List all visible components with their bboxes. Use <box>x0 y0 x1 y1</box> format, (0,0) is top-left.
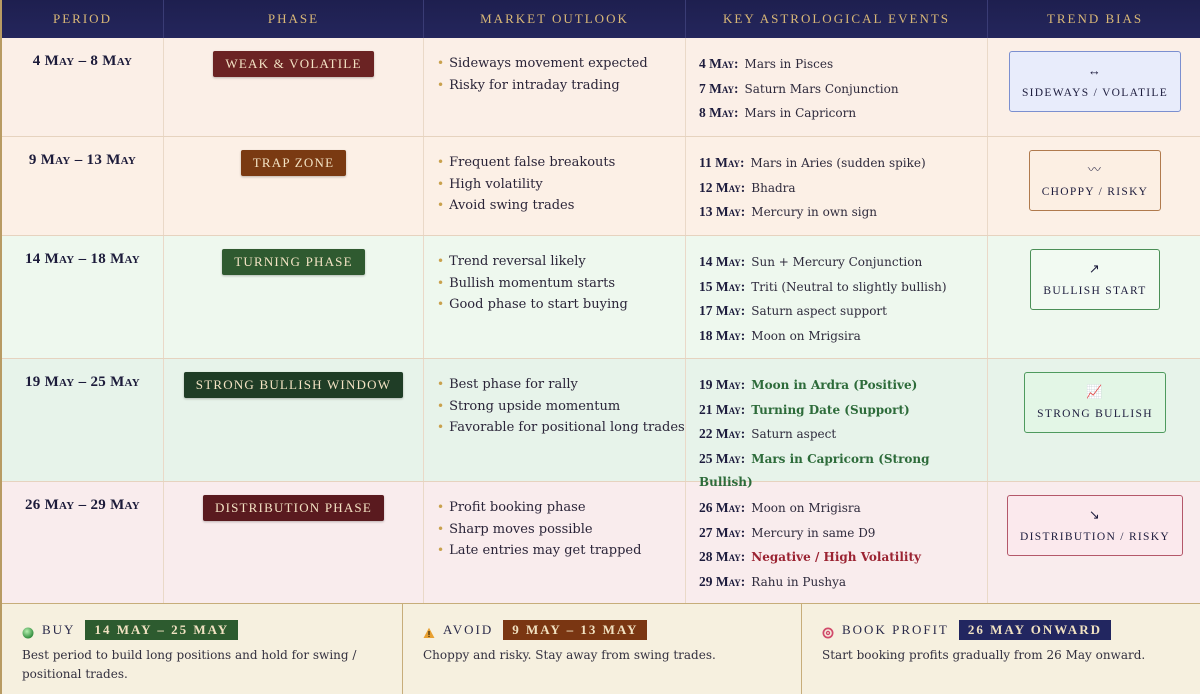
outlook-item: • Best phase for rally <box>437 374 685 396</box>
key-events-cell <box>686 137 988 235</box>
event-date: 4 May: <box>699 56 739 71</box>
summary-footer <box>2 603 1200 694</box>
header-trend-bias: TREND BIAS <box>1046 11 1144 26</box>
event-text: Mars in Pisces <box>744 57 834 71</box>
phase-badge: WEAK & VOLATILE <box>213 51 373 77</box>
trend-bias-badge <box>1024 372 1166 433</box>
event-text: Rahu in Pushya <box>751 574 847 589</box>
event-text: Turning Date (Support) <box>751 402 910 417</box>
period-cell: 26 May – 29 May <box>2 482 164 604</box>
outlook-item: • Sideways movement expected <box>437 53 685 75</box>
event-date: 18 May: <box>699 327 746 343</box>
event-text: Negative / High Volatility <box>751 550 921 565</box>
market-outlook-cell <box>424 359 686 481</box>
trend-bias-label: CHOPPY / RISKY <box>1041 186 1149 198</box>
event-date: 8 May: <box>699 105 739 121</box>
trend-bias-cell <box>988 236 1200 358</box>
warning-icon <box>423 624 435 636</box>
book-profit-description: Start booking profits gradually from 26 May onward. <box>822 648 1146 662</box>
event-date: 25 May: <box>699 450 746 466</box>
phase-cell <box>164 38 424 136</box>
table-row <box>2 359 1200 490</box>
event-date: 14 May: <box>699 254 746 269</box>
event-text: Saturn aspect <box>751 427 837 442</box>
event-item <box>699 200 987 225</box>
event-date: 22 May: <box>699 426 746 442</box>
phase-cell <box>164 359 424 481</box>
event-text: Sun + Mercury Conjunction <box>751 255 923 269</box>
trend-bias-cell <box>988 359 1200 481</box>
event-date: 29 May: <box>699 573 746 589</box>
outlook-item: • Strong upside momentum <box>437 396 685 418</box>
period-cell: 9 May – 13 May <box>2 137 164 235</box>
event-date: 13 May: <box>699 204 746 220</box>
event-item <box>699 151 987 176</box>
buy-label: BUY <box>42 622 76 637</box>
phase-badge: TURNING PHASE <box>222 249 365 275</box>
green-circle-icon <box>22 624 34 636</box>
event-text: Mars in Capricorn <box>744 106 857 121</box>
outlook-item: • Sharp moves possible <box>437 519 685 541</box>
trend-icon: 〰 <box>1087 162 1103 177</box>
outlook-item: • Bullish momentum starts <box>437 273 685 295</box>
avoid-date-tag: 9 MAY – 13 MAY <box>503 620 647 640</box>
table-header <box>2 0 1200 38</box>
trend-icon: ↘ <box>1088 507 1102 522</box>
event-text: Mars in Aries (sudden spike) <box>750 156 926 170</box>
event-date: 7 May: <box>699 80 739 96</box>
event-item <box>699 275 987 300</box>
outlook-item: • Good phase to start buying <box>437 294 685 316</box>
event-item <box>699 101 987 126</box>
event-item <box>699 545 987 570</box>
outlook-item: • High volatility <box>437 174 685 196</box>
trend-icon: ↗ <box>1088 261 1102 276</box>
event-item <box>699 398 987 423</box>
event-item <box>699 176 987 201</box>
buy-summary <box>2 604 403 694</box>
outlook-item: • Risky for intraday trading <box>437 75 685 97</box>
outlook-item: • Trend reversal likely <box>437 251 685 273</box>
trend-bias-label: DISTRIBUTION / RISKY <box>1020 531 1170 543</box>
event-date: 28 May: <box>699 549 746 565</box>
avoid-label: AVOID <box>443 622 494 637</box>
outlook-item: • Frequent false breakouts <box>437 152 685 174</box>
buy-description: Best period to build long positions and hold for swing / positional trades. <box>22 648 357 681</box>
event-date: 19 May: <box>699 377 746 392</box>
trend-bias-badge <box>1009 51 1181 112</box>
trend-icon: 📈 <box>1086 384 1104 399</box>
outlook-item: • Late entries may get trapped <box>437 540 685 562</box>
table-row <box>2 137 1200 236</box>
event-date: 15 May: <box>699 278 746 294</box>
table-row <box>2 236 1200 359</box>
table-row <box>2 482 1200 605</box>
event-text: Saturn Mars Conjunction <box>744 81 899 96</box>
trend-bias-cell <box>988 137 1200 235</box>
period-cell: 19 May – 25 May <box>2 359 164 481</box>
table-body <box>2 38 1200 605</box>
phase-cell <box>164 482 424 604</box>
event-item <box>699 570 987 595</box>
trend-bias-badge <box>1030 249 1159 310</box>
trend-bias-badge <box>1029 150 1162 211</box>
event-item <box>699 324 987 349</box>
period-cell: 4 May – 8 May <box>2 38 164 136</box>
trend-bias-label: BULLISH START <box>1043 285 1147 297</box>
key-events-cell <box>686 359 988 490</box>
event-item <box>699 52 987 77</box>
book-profit-label: BOOK PROFIT <box>842 622 949 637</box>
trend-bias-badge <box>1007 495 1183 556</box>
phase-badge: DISTRIBUTION PHASE <box>203 495 384 521</box>
event-date: 26 May: <box>699 500 746 515</box>
event-date: 17 May: <box>699 303 746 319</box>
market-outlook-cell <box>424 38 686 136</box>
event-date: 21 May: <box>699 401 746 417</box>
event-date: 11 May: <box>699 155 745 170</box>
phase-cell <box>164 236 424 358</box>
event-text: Mercury in own sign <box>751 205 878 220</box>
key-events-cell <box>686 236 988 358</box>
outlook-item: • Favorable for positional long trades <box>437 417 685 439</box>
table-row <box>2 38 1200 137</box>
trend-icon: ↔ <box>1087 63 1103 78</box>
event-item <box>699 373 987 398</box>
market-outlook-cell <box>424 137 686 235</box>
buy-date-tag: 14 MAY – 25 MAY <box>85 620 238 640</box>
outlook-item: • Profit booking phase <box>437 497 685 519</box>
phase-cell <box>164 137 424 235</box>
book-profit-summary <box>802 604 1200 694</box>
header-period: PERIOD <box>2 0 164 38</box>
event-item <box>699 299 987 324</box>
event-text: Bhadra <box>751 180 796 195</box>
avoid-summary <box>403 604 802 694</box>
market-outlook-cell <box>424 482 686 604</box>
event-item <box>699 250 987 275</box>
event-item <box>699 521 987 546</box>
phase-badge: STRONG BULLISH WINDOW <box>184 372 403 398</box>
header-market-outlook: MARKET OUTLOOK <box>424 0 686 38</box>
period-cell: 14 May – 18 May <box>2 236 164 358</box>
event-item <box>699 77 987 102</box>
event-text: Mercury in same D9 <box>751 525 876 540</box>
avoid-description: Choppy and risky. Stay away from swing trades. <box>423 648 716 662</box>
event-text: Triti (Neutral to slightly bullish) <box>751 279 947 294</box>
event-text: Moon in Ardra (Positive) <box>751 378 918 392</box>
book-profit-date-tag: 26 MAY ONWARD <box>959 620 1111 640</box>
event-item <box>699 496 987 521</box>
event-text: Moon on Mrigsira <box>751 328 861 343</box>
phase-badge: TRAP ZONE <box>241 150 346 176</box>
trend-bias-label: SIDEWAYS / VOLATILE <box>1021 87 1169 99</box>
trend-bias-cell <box>988 38 1200 136</box>
event-date: 12 May: <box>699 179 746 195</box>
event-item <box>699 422 987 447</box>
market-outlook-cell <box>424 236 686 358</box>
header-key-events: KEY ASTROLOGICAL EVENTS <box>686 0 988 38</box>
event-text: Saturn aspect support <box>751 304 887 319</box>
event-text: Moon on Mrigisra <box>751 501 861 515</box>
target-icon <box>822 624 834 636</box>
trend-bias-cell <box>988 482 1200 604</box>
header-phase: PHASE <box>164 0 424 38</box>
key-events-cell <box>686 38 988 136</box>
outlook-item: • Avoid swing trades <box>437 195 685 217</box>
event-text: Mars in Capricorn (Strong Bullish) <box>699 451 930 490</box>
event-date: 27 May: <box>699 524 746 540</box>
trend-bias-label: STRONG BULLISH <box>1037 408 1153 420</box>
key-events-cell <box>686 482 988 604</box>
